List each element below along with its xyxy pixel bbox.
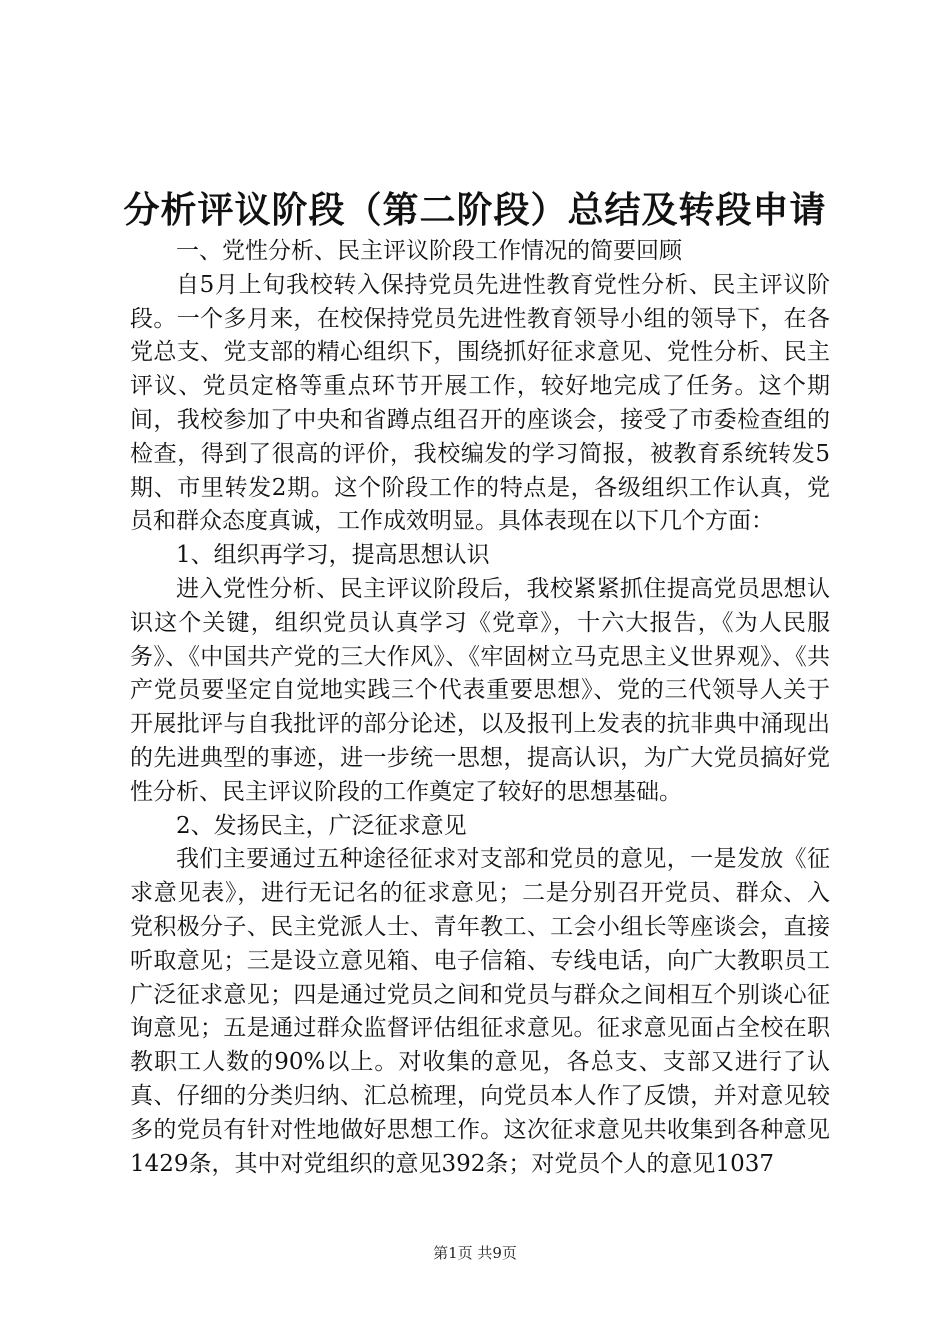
section-heading: 一、党性分析、民主评议阶段工作情况的简要回顾 [176, 238, 682, 264]
document-body [130, 235, 830, 1181]
document-title: 分析评议阶段（第二阶段）总结及转段申请 [123, 189, 827, 231]
section-heading: 1、组织再学习，提高思想认识 [176, 542, 490, 569]
paragraph: 进入党性分析、民主评议阶段后，我校紧紧抓住提高党员思想认识这个关键，组织党员认真学习《党章》，十六大报告，《为人民服务》、《中国共产党的三大作风》、《牢固树立马克思主义世界观》、《共产党员要坚定自觉地实践三个代表重要思想》、党的三代领导人关于开展批评与自我批评的部分论述，以及报刊上发表的抗非典中涌现出的先进典型的事迹，进一步统一思想，提高认识，为广大党员搞好党性分析、民主评议阶段的工作奠定了较好的思想基础。 [130, 575, 830, 805]
paragraph: 我们主要通过五种途径征求对支部和党员的意见，一是发放《征求意见表》，进行无记名的征求意见；二是分别召开党员、群众、入党积极分子、民主党派人士、青年教工、工会小组长等座谈会，直接听取意见；三是设立意见箱、电子信箱、专线电话，向广大教职员工广泛征求意见；四是通过党员之间和党员与群众之间相互个别谈心征询意见；五是通过群众监督评估组征求意见。征求意见面占全校在职教职工人数的90%以上。对收集的意见，各总支、支部又进行了认真、仔细的分类归纳、汇总梳理，向党员本人作了反馈，并对意见较多的党员有针对性地做好思想工作。这次征求意见共收集到各种意见1429条，其中对党组织的意见392条；对党员个人的意见1037 [130, 846, 830, 1177]
section-heading: 2、发扬民主，广泛征求意见 [176, 812, 467, 839]
paragraph: 自5月上旬我校转入保持党员先进性教育党性分析、民主评议阶段。一个多月来，在校保持党员先进性教育领导小组的领导下，在各党总支、党支部的精心组织下，围绕抓好征求意见、党性分析、民主评议、党员定格等重点环节开展工作，较好地完成了任务。这个期间，我校参加了中央和省蹲点组召开的座谈会，接受了市委检查组的检查，得到了很高的评价，我校编发的学习简报，被教育系统转发5期、市里转发2期。这个阶段工作的特点是，各级组织工作认真，党员和群众态度真诚，工作成效明显。具体表现在以下几个方面： [130, 271, 830, 535]
page-number-footer: 第1页 共9页 [433, 1244, 517, 1262]
